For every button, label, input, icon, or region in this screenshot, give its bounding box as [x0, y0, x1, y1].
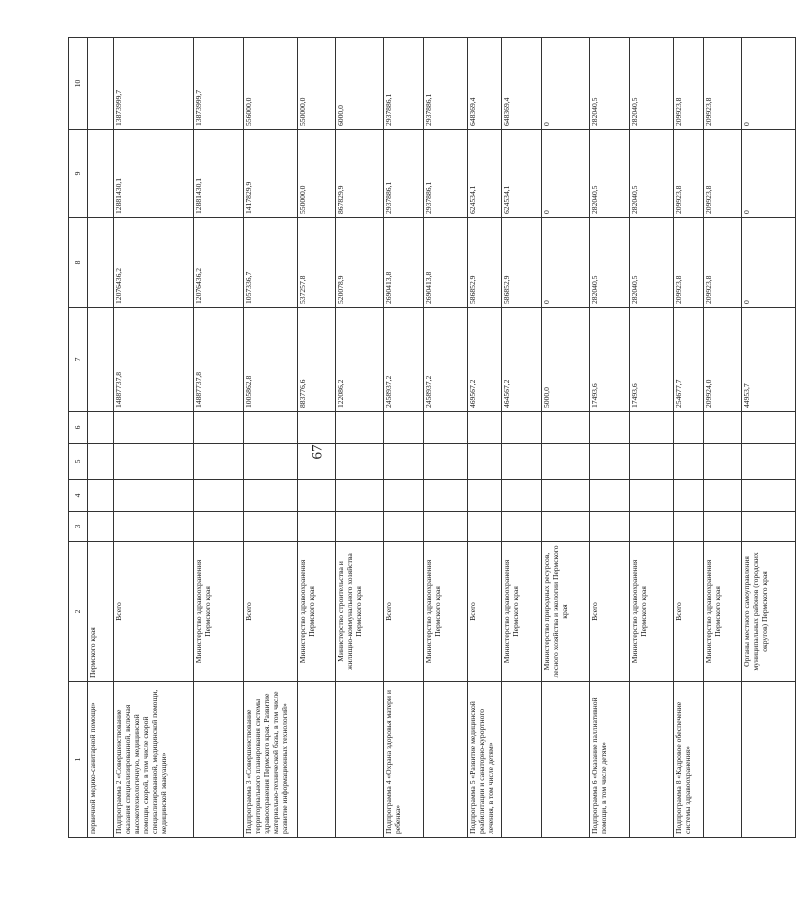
- column-header: 5: [69, 444, 88, 480]
- empty-cell-col-5: [298, 444, 336, 480]
- value-text: 282040,5: [590, 275, 599, 304]
- empty-cell-col-6: [674, 412, 704, 444]
- column-header: 8: [69, 218, 88, 308]
- value-cell-c9: [742, 130, 796, 218]
- value-cell-c9: [336, 130, 384, 218]
- empty-cell-col-3: [630, 512, 674, 542]
- column-header: 1: [69, 682, 88, 838]
- empty-cell-col-4: [194, 480, 244, 512]
- value-cell-c8: [630, 218, 674, 308]
- value-text: 5000,0: [542, 387, 551, 408]
- empty-cell-col-3: [742, 512, 796, 542]
- executor-cell: Министерство здравоохранения Пермского края: [502, 542, 542, 682]
- empty-cell-col-5: [704, 444, 742, 480]
- empty-cell-col-6: [384, 412, 424, 444]
- value-cell-c7: [704, 308, 742, 412]
- value-cell-c8: [590, 218, 630, 308]
- value-cell-c8: [542, 218, 590, 308]
- table-body: [69, 38, 796, 838]
- value-text: 12076436,2: [114, 267, 123, 304]
- value-cell-c10: [590, 38, 630, 130]
- empty-cell-col-3: [704, 512, 742, 542]
- empty-cell-col-6: [194, 412, 244, 444]
- value-cell-c9: [468, 130, 502, 218]
- value-text: 586852,9: [468, 275, 477, 304]
- program-name-cell: первичной медико-санитарной помощи»: [88, 682, 114, 838]
- value-cell-c7: [384, 308, 424, 412]
- program-name-cell: [298, 682, 336, 838]
- empty-cell-col-4: [630, 480, 674, 512]
- header-row: [69, 38, 88, 838]
- value-cell-c7: [244, 308, 298, 412]
- value-cell-c7: [88, 308, 114, 412]
- empty-cell-col-6: [88, 412, 114, 444]
- empty-cell-col-4: [88, 480, 114, 512]
- table-row: [298, 38, 336, 838]
- empty-cell-col-6: [424, 412, 468, 444]
- table-row: [194, 38, 244, 838]
- executor-cell: Пермского края: [88, 542, 114, 682]
- value-cell-c10: [114, 38, 194, 130]
- value-cell-c8: [674, 218, 704, 308]
- value-text: 13873999,7: [114, 89, 123, 126]
- empty-cell-col-4: [590, 480, 630, 512]
- value-text: 17493,6: [590, 383, 599, 408]
- value-cell-c9: [384, 130, 424, 218]
- value-cell-c7: [590, 308, 630, 412]
- value-text: 44953,7: [742, 383, 751, 408]
- empty-cell-col-4: [704, 480, 742, 512]
- value-cell-c8: [424, 218, 468, 308]
- empty-cell-col-6: [468, 412, 502, 444]
- value-text: 550000,0: [298, 185, 307, 214]
- column-header: 6: [69, 412, 88, 444]
- executor-cell: Всего: [590, 542, 630, 682]
- program-name-cell: [704, 682, 742, 838]
- program-name-cell: Подпрограмма 4 «Охрана здоровья матери и ребенка»: [384, 682, 424, 838]
- page-number: 67: [309, 444, 326, 460]
- value-text: 550000,0: [298, 97, 307, 126]
- value-cell-c8: [742, 218, 796, 308]
- empty-cell-col-4: [468, 480, 502, 512]
- value-text: 2937886,1: [384, 181, 393, 214]
- table-row: [114, 38, 194, 838]
- empty-cell-col-5: [542, 444, 590, 480]
- value-text: 122086,2: [336, 379, 345, 408]
- value-cell-c10: [336, 38, 384, 130]
- value-text: 2937886,1: [424, 181, 433, 214]
- value-cell-c8: [468, 218, 502, 308]
- value-cell-c9: [244, 130, 298, 218]
- value-text: 209923,8: [674, 275, 683, 304]
- program-name-cell: Подпрограмма 3 «Совершенствование территориального планирования системы здравоохранения Пермского края. Развитие материально-технической базы, в том числе развитие информационных технологий»: [244, 682, 298, 838]
- empty-cell-col-3: [468, 512, 502, 542]
- value-cell-c9: [424, 130, 468, 218]
- program-name-cell: Подпрограмма 2 «Совершенствование оказания специализированной, включая высокотехнологичную, медицинской помощи, скорой, в том числе скорой специализированной, медицинской помощи, медицинской эвакуации»: [114, 682, 194, 838]
- empty-cell-col-4: [424, 480, 468, 512]
- value-cell-c10: [502, 38, 542, 130]
- empty-cell-col-5: [630, 444, 674, 480]
- program-name-cell: [742, 682, 796, 838]
- empty-cell-col-3: [542, 512, 590, 542]
- empty-cell-col-3: [424, 512, 468, 542]
- value-text: 209923,8: [704, 97, 713, 126]
- table-row: [468, 38, 502, 838]
- value-text: 537257,8: [298, 275, 307, 304]
- value-text: 648369,4: [468, 97, 477, 126]
- column-header: 10: [69, 38, 88, 130]
- value-cell-c9: [630, 130, 674, 218]
- value-text: 13873999,7: [194, 89, 203, 126]
- value-text: 469567,2: [468, 379, 477, 408]
- value-cell-c10: [194, 38, 244, 130]
- empty-cell-col-4: [742, 480, 796, 512]
- table-row: [704, 38, 742, 838]
- value-text: 14887737,8: [114, 371, 123, 408]
- value-cell-c10: [630, 38, 674, 130]
- value-cell-c7: [424, 308, 468, 412]
- value-cell-c10: [742, 38, 796, 130]
- value-cell-c10: [674, 38, 704, 130]
- value-cell-c7: [468, 308, 502, 412]
- value-text: 464567,2: [502, 379, 511, 408]
- executor-cell: Министерство здравоохранения Пермского края: [424, 542, 468, 682]
- empty-cell-col-3: [502, 512, 542, 542]
- value-text: 209923,8: [674, 97, 683, 126]
- value-cell-c10: [244, 38, 298, 130]
- empty-cell-col-6: [336, 412, 384, 444]
- value-cell-c10: [424, 38, 468, 130]
- empty-cell-col-3: [674, 512, 704, 542]
- empty-cell-col-5: [88, 444, 114, 480]
- value-text: 209923,8: [674, 185, 683, 214]
- empty-cell-col-6: [298, 412, 336, 444]
- empty-cell-col-5: [742, 444, 796, 480]
- column-header: 9: [69, 130, 88, 218]
- empty-cell-col-3: [590, 512, 630, 542]
- value-text: 12881430,1: [194, 177, 203, 214]
- empty-cell-col-6: [704, 412, 742, 444]
- table-row: [742, 38, 796, 838]
- column-header: 3: [69, 512, 88, 542]
- value-text: 282040,5: [590, 185, 599, 214]
- value-text: 2690413,8: [424, 271, 433, 304]
- value-text: 1057336,7: [244, 271, 253, 304]
- program-name-cell: Подпрограмма 5 «Развитие медицинской реабилитации и санаторно-курортного лечения, в том числе детям»: [468, 682, 502, 838]
- value-cell-c10: [468, 38, 502, 130]
- value-cell-c8: [384, 218, 424, 308]
- value-text: 14887737,8: [194, 371, 203, 408]
- value-cell-c8: [298, 218, 336, 308]
- empty-cell-col-4: [502, 480, 542, 512]
- value-cell-c10: [384, 38, 424, 130]
- empty-cell-col-4: [384, 480, 424, 512]
- value-cell-c8: [244, 218, 298, 308]
- value-cell-c8: [502, 218, 542, 308]
- value-cell-c8: [704, 218, 742, 308]
- executor-cell: Всего: [114, 542, 194, 682]
- value-text: 586852,9: [502, 275, 511, 304]
- value-cell-c7: [336, 308, 384, 412]
- program-name-cell: [336, 682, 384, 838]
- budget-table: [68, 37, 796, 838]
- value-cell-c7: [194, 308, 244, 412]
- table-row: [244, 38, 298, 838]
- value-cell-c9: [542, 130, 590, 218]
- executor-cell: Министерство здравоохранения Пермского края: [704, 542, 742, 682]
- value-text: 648369,4: [502, 97, 511, 126]
- value-cell-c9: [674, 130, 704, 218]
- empty-cell-col-5: [468, 444, 502, 480]
- value-text: 17493,6: [630, 383, 639, 408]
- empty-cell-col-5: [424, 444, 468, 480]
- table-row: [590, 38, 630, 838]
- value-cell-c9: [194, 130, 244, 218]
- value-cell-c7: [114, 308, 194, 412]
- value-cell-c7: [542, 308, 590, 412]
- value-cell-c10: [542, 38, 590, 130]
- value-cell-c8: [114, 218, 194, 308]
- value-text: 282040,5: [630, 275, 639, 304]
- value-cell-c7: [742, 308, 796, 412]
- value-cell-c7: [630, 308, 674, 412]
- column-header: 7: [69, 308, 88, 412]
- executor-cell: Всего: [674, 542, 704, 682]
- executor-cell: Министерство строительства и жилищно-коммунального хозяйства Пермского края: [336, 542, 384, 682]
- value-text: 209923,8: [704, 185, 713, 214]
- table-row: [542, 38, 590, 838]
- empty-cell-col-5: [194, 444, 244, 480]
- empty-cell-col-3: [336, 512, 384, 542]
- executor-cell: Министерство природных ресурсов, лесного хозяйства и экологии Пермского края: [542, 542, 590, 682]
- value-cell-c9: [114, 130, 194, 218]
- value-text: 12076436,2: [194, 267, 203, 304]
- value-cell-c9: [704, 130, 742, 218]
- value-text: 2458937,2: [384, 375, 393, 408]
- value-cell-c8: [194, 218, 244, 308]
- program-name-cell: [424, 682, 468, 838]
- value-text: 282040,5: [630, 185, 639, 214]
- empty-cell-col-3: [244, 512, 298, 542]
- executor-cell: Всего: [244, 542, 298, 682]
- program-name-cell: [502, 682, 542, 838]
- value-text: 0: [542, 300, 551, 304]
- value-text: 883776,6: [298, 379, 307, 408]
- value-text: 556000,0: [244, 97, 253, 126]
- table-row: [502, 38, 542, 838]
- value-cell-c9: [88, 130, 114, 218]
- program-name-cell: Подпрограмма 6 «Оказание паллиативной помощи, в том числе детям»: [590, 682, 630, 838]
- value-cell-c10: [704, 38, 742, 130]
- empty-cell-col-5: [114, 444, 194, 480]
- value-text: 6000,0: [336, 105, 345, 126]
- value-cell-c7: [674, 308, 704, 412]
- value-cell-c7: [502, 308, 542, 412]
- value-text: 2937886,1: [384, 93, 393, 126]
- value-text: 1417829,9: [244, 181, 253, 214]
- value-text: 520078,9: [336, 275, 345, 304]
- executor-cell: Органы местного самоуправления муниципальных районов (городских округов) Пермского края: [742, 542, 796, 682]
- empty-cell-col-5: [674, 444, 704, 480]
- empty-cell-col-4: [674, 480, 704, 512]
- value-text: 0: [542, 210, 551, 214]
- empty-cell-col-3: [88, 512, 114, 542]
- empty-cell-col-3: [384, 512, 424, 542]
- value-text: 2690413,8: [384, 271, 393, 304]
- column-header: 4: [69, 480, 88, 512]
- empty-cell-col-6: [114, 412, 194, 444]
- value-text: 624534,1: [468, 185, 477, 214]
- empty-cell-col-6: [742, 412, 796, 444]
- rotated-table-wrapper: [68, 38, 769, 838]
- executor-cell: Всего: [384, 542, 424, 682]
- empty-cell-col-3: [114, 512, 194, 542]
- executor-cell: Министерство здравоохранения Пермского края: [194, 542, 244, 682]
- empty-cell-col-6: [244, 412, 298, 444]
- value-text: 1005862,8: [244, 375, 253, 408]
- table-row: [88, 38, 114, 838]
- table-row: [630, 38, 674, 838]
- empty-cell-col-5: [384, 444, 424, 480]
- empty-cell-col-4: [298, 480, 336, 512]
- value-cell-c10: [88, 38, 114, 130]
- value-text: 282040,5: [590, 97, 599, 126]
- empty-cell-col-4: [244, 480, 298, 512]
- executor-cell: Всего: [468, 542, 502, 682]
- program-name-cell: Подпрограмма 8 «Кадровое обеспечение системы здравоохранения»: [674, 682, 704, 838]
- value-text: 209923,8: [704, 275, 713, 304]
- table-row: [384, 38, 424, 838]
- value-text: 624534,1: [502, 185, 511, 214]
- value-cell-c7: [298, 308, 336, 412]
- table-row: [674, 38, 704, 838]
- empty-cell-col-4: [542, 480, 590, 512]
- value-text: 209924,0: [704, 379, 713, 408]
- value-text: 254677,7: [674, 379, 683, 408]
- value-cell-c9: [298, 130, 336, 218]
- value-cell-c9: [590, 130, 630, 218]
- empty-cell-col-5: [502, 444, 542, 480]
- value-text: 282040,5: [630, 97, 639, 126]
- empty-cell-col-4: [336, 480, 384, 512]
- empty-cell-col-5: [244, 444, 298, 480]
- table-row: [336, 38, 384, 838]
- program-name-cell: [630, 682, 674, 838]
- value-cell-c10: [298, 38, 336, 130]
- table-row: [424, 38, 468, 838]
- value-text: 2458937,2: [424, 375, 433, 408]
- empty-cell-col-3: [298, 512, 336, 542]
- value-cell-c8: [88, 218, 114, 308]
- value-cell-c8: [336, 218, 384, 308]
- empty-cell-col-3: [194, 512, 244, 542]
- program-name-cell: [194, 682, 244, 838]
- value-text: 0: [742, 300, 751, 304]
- column-header: 2: [69, 542, 88, 682]
- value-text: 2937886,1: [424, 93, 433, 126]
- empty-cell-col-6: [630, 412, 674, 444]
- executor-cell: Министерство здравоохранения Пермского края: [630, 542, 674, 682]
- empty-cell-col-6: [590, 412, 630, 444]
- value-text: 12881430,1: [114, 177, 123, 214]
- value-text: 0: [742, 122, 751, 126]
- executor-cell: Министерство здравоохранения Пермского края: [298, 542, 336, 682]
- empty-cell-col-6: [542, 412, 590, 444]
- value-cell-c9: [502, 130, 542, 218]
- empty-cell-col-4: [114, 480, 194, 512]
- value-text: 0: [742, 210, 751, 214]
- value-text: 867829,9: [336, 185, 345, 214]
- program-name-cell: [542, 682, 590, 838]
- empty-cell-col-6: [502, 412, 542, 444]
- empty-cell-col-5: [336, 444, 384, 480]
- value-text: 0: [542, 122, 551, 126]
- empty-cell-col-5: [590, 444, 630, 480]
